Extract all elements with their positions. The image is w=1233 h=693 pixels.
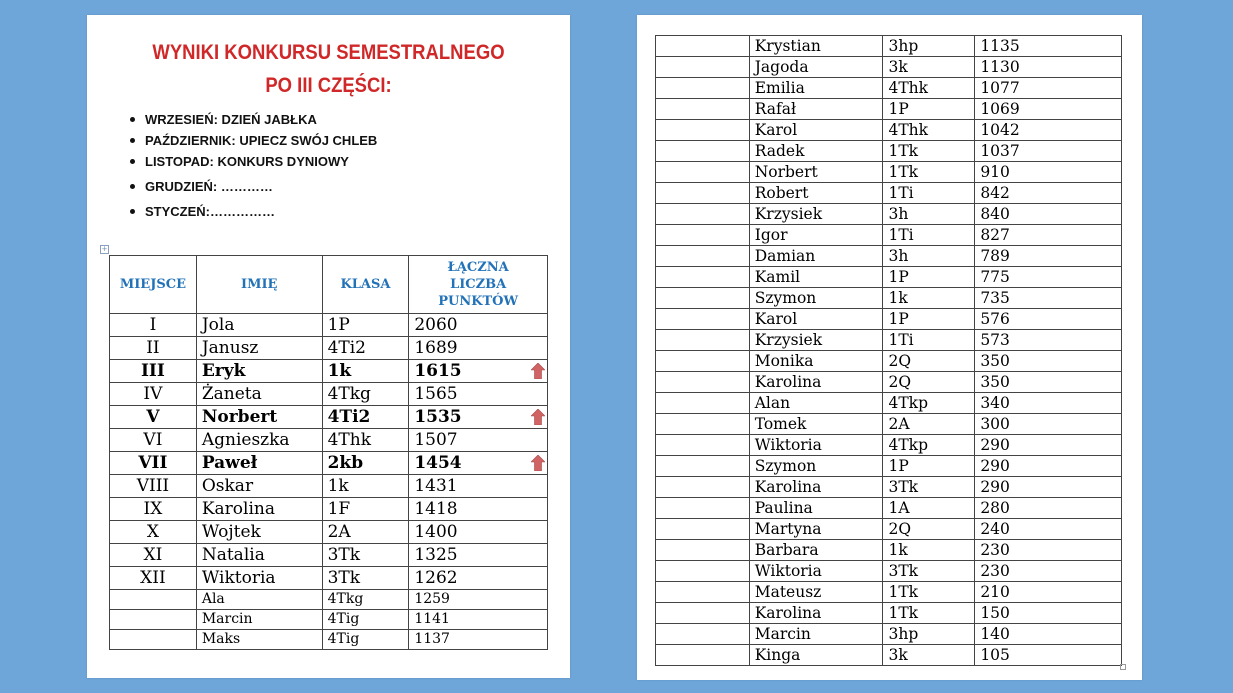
cell-points <box>409 314 548 337</box>
cell-points <box>975 120 1122 141</box>
cell-points <box>409 544 548 567</box>
cell-place <box>656 372 750 393</box>
table-row <box>656 456 1122 477</box>
cell-place: VII <box>110 452 197 475</box>
cell-name: Krystian <box>749 36 883 57</box>
cell-class: 1P <box>883 456 975 477</box>
cell-points <box>409 406 548 429</box>
table-row <box>110 590 548 610</box>
cell-place <box>656 477 750 498</box>
cell-points-value: 1418 <box>414 499 458 519</box>
document-page-left <box>87 15 570 678</box>
cell-class: 1Tk <box>883 141 975 162</box>
cell-place <box>110 630 197 650</box>
cell-points-value: 1400 <box>414 522 458 542</box>
table-row <box>656 246 1122 267</box>
table-row <box>110 383 548 406</box>
cell-class: 1P <box>883 99 975 120</box>
cell-place <box>656 393 750 414</box>
cell-class: 1A <box>883 498 975 519</box>
cell-points <box>975 477 1122 498</box>
contest-item-november: LISTOPAD: KONKURS DYNIOWY <box>127 151 377 172</box>
cell-name: Wiktoria <box>749 561 883 582</box>
cell-name: Igor <box>749 225 883 246</box>
cell-points <box>975 582 1122 603</box>
table-row <box>110 406 548 429</box>
cell-points <box>975 645 1122 666</box>
table-row <box>656 435 1122 456</box>
cell-place <box>656 561 750 582</box>
cell-name: Monika <box>749 351 883 372</box>
cell-place <box>656 309 750 330</box>
table-row <box>656 519 1122 540</box>
cell-name: Alan <box>749 393 883 414</box>
cell-class: 3k <box>883 645 975 666</box>
cell-name: Barbara <box>749 540 883 561</box>
cell-class: 1F <box>322 498 409 521</box>
results-table-right-body <box>656 36 1122 666</box>
table-row <box>656 78 1122 99</box>
table-row <box>656 561 1122 582</box>
table-row <box>656 393 1122 414</box>
cell-points-value: 140 <box>980 625 1010 643</box>
cell-points <box>975 183 1122 204</box>
cell-place: VI <box>110 429 197 452</box>
cell-points <box>975 519 1122 540</box>
table-row <box>656 57 1122 78</box>
cell-points <box>975 78 1122 99</box>
table-row <box>110 521 548 544</box>
table-row <box>656 267 1122 288</box>
cell-name: Damian <box>749 246 883 267</box>
cell-points-value: 1431 <box>414 476 458 496</box>
cell-name: Janusz <box>196 337 322 360</box>
cell-name: Karolina <box>749 603 883 624</box>
cell-points-value: 573 <box>980 331 1010 349</box>
cell-class: 3Tk <box>322 544 409 567</box>
cell-place <box>656 57 750 78</box>
cell-points-value: 1130 <box>980 58 1020 76</box>
cell-points-value: 350 <box>980 373 1010 391</box>
cell-points-value: 290 <box>980 436 1010 454</box>
cell-points <box>409 498 548 521</box>
table-row <box>656 309 1122 330</box>
cell-class: 4Tkg <box>322 383 409 406</box>
cell-name: Szymon <box>749 288 883 309</box>
cell-points-value: 105 <box>980 646 1010 664</box>
cell-points-value: 1262 <box>414 568 458 588</box>
cell-place: IX <box>110 498 197 521</box>
cell-class: 1Tk <box>883 162 975 183</box>
cell-points <box>975 288 1122 309</box>
cell-points-value: 789 <box>980 247 1010 265</box>
cell-points-value: 1689 <box>414 338 458 358</box>
table-row <box>110 429 548 452</box>
table-header-row <box>110 256 548 314</box>
cell-place <box>656 288 750 309</box>
cell-name: Wojtek <box>196 521 322 544</box>
table-row <box>656 351 1122 372</box>
cell-class: 4Thk <box>322 429 409 452</box>
table-row <box>110 610 548 630</box>
table-row <box>656 645 1122 666</box>
cell-place <box>656 582 750 603</box>
cell-class: 4Tig <box>322 610 409 630</box>
contest-item-december: GRUDZIEŃ: ………… <box>127 176 377 197</box>
contest-item-january: STYCZEŃ:…………… <box>127 201 377 222</box>
cell-class: 2A <box>322 521 409 544</box>
up-arrow-icon <box>531 409 545 425</box>
cell-class: 1P <box>883 309 975 330</box>
cell-name: Norbert <box>196 406 322 429</box>
contest-item-september: WRZESIEŃ: DZIEŃ JABŁKA <box>127 109 377 130</box>
cell-points <box>409 337 548 360</box>
results-table-left-body <box>110 314 548 650</box>
cell-points-value: 1141 <box>414 611 450 627</box>
cell-class: 4Tig <box>322 630 409 650</box>
table-row <box>656 225 1122 246</box>
cell-points <box>975 603 1122 624</box>
cell-name: Natalia <box>196 544 322 567</box>
cell-name: Maks <box>196 630 322 650</box>
cell-name: Żaneta <box>196 383 322 406</box>
cell-points <box>409 475 548 498</box>
table-row <box>656 603 1122 624</box>
cell-name: Krzysiek <box>749 330 883 351</box>
cell-points-value: 210 <box>980 583 1010 601</box>
cell-name: Kamil <box>749 267 883 288</box>
cell-points-value: 576 <box>980 310 1010 328</box>
cell-name: Robert <box>749 183 883 204</box>
cell-points-value: 1565 <box>414 384 458 404</box>
cell-class: 1k <box>322 475 409 498</box>
cell-points-value: 910 <box>980 163 1010 181</box>
up-arrow-icon <box>531 363 545 379</box>
cell-class: 2Q <box>883 372 975 393</box>
cell-points <box>975 393 1122 414</box>
cell-place <box>656 183 750 204</box>
cell-name: Mateusz <box>749 582 883 603</box>
cell-name: Emilia <box>749 78 883 99</box>
cell-class: 1P <box>322 314 409 337</box>
cell-points <box>409 360 548 383</box>
cell-name: Karol <box>749 120 883 141</box>
cell-points-value: 842 <box>980 184 1010 202</box>
contest-list <box>127 109 377 222</box>
cell-place <box>656 540 750 561</box>
cell-points <box>975 204 1122 225</box>
cell-points <box>409 567 548 590</box>
cell-place: XI <box>110 544 197 567</box>
cell-name: Marcin <box>749 624 883 645</box>
cell-name: Oskar <box>196 475 322 498</box>
table-row <box>110 452 548 475</box>
cell-points-value: 290 <box>980 457 1010 475</box>
cell-points-value: 340 <box>980 394 1010 412</box>
cell-name: Martyna <box>749 519 883 540</box>
cell-points-value: 280 <box>980 499 1010 517</box>
cell-class: 1k <box>883 540 975 561</box>
cell-name: Radek <box>749 141 883 162</box>
cell-name: Tomek <box>749 414 883 435</box>
cell-points <box>975 36 1122 57</box>
header-name: IMIĘ <box>196 256 322 314</box>
cell-place: VIII <box>110 475 197 498</box>
document-page-right <box>637 15 1142 680</box>
header-points-label: ŁĄCZNA LICZBA PUNKTÓW <box>438 260 519 309</box>
table-row <box>110 567 548 590</box>
cell-class: 1k <box>883 288 975 309</box>
cell-place <box>656 162 750 183</box>
cell-class: 1Tk <box>883 603 975 624</box>
cell-points-value: 1259 <box>414 591 450 607</box>
cell-name: Jola <box>196 314 322 337</box>
cell-place: IV <box>110 383 197 406</box>
cell-class: 3Tk <box>883 561 975 582</box>
cell-points-value: 1037 <box>980 142 1020 160</box>
contest-item-october: PAŹDZIERNIK: UPIECZ SWÓJ CHLEB <box>127 130 377 151</box>
cell-points-value: 290 <box>980 478 1010 496</box>
cell-class: 3h <box>883 204 975 225</box>
table-row <box>110 475 548 498</box>
cell-name: Jagoda <box>749 57 883 78</box>
cell-name: Ala <box>196 590 322 610</box>
cell-class: 1k <box>322 360 409 383</box>
cell-points-value: 827 <box>980 226 1010 244</box>
cell-place <box>656 120 750 141</box>
cell-name: Karolina <box>749 477 883 498</box>
cell-points <box>975 57 1122 78</box>
table-row <box>110 630 548 650</box>
cell-place <box>656 519 750 540</box>
cell-place <box>656 603 750 624</box>
results-table-left <box>109 255 548 650</box>
cell-place <box>656 624 750 645</box>
cell-points-value: 735 <box>980 289 1010 307</box>
cell-points-value: 300 <box>980 415 1010 433</box>
table-row <box>656 288 1122 309</box>
cell-place <box>656 36 750 57</box>
cell-place <box>656 225 750 246</box>
table-resize-handle-icon[interactable] <box>1120 664 1126 670</box>
cell-place: I <box>110 314 197 337</box>
table-row <box>656 183 1122 204</box>
cell-class: 1Ti <box>883 330 975 351</box>
table-row <box>110 498 548 521</box>
page-title-line-1: WYNIKI KONKURSU SEMESTRALNEGO <box>152 41 505 64</box>
up-arrow-icon <box>531 455 545 471</box>
cell-place: II <box>110 337 197 360</box>
cell-points <box>975 162 1122 183</box>
cell-place <box>110 610 197 630</box>
table-row <box>656 624 1122 645</box>
header-points <box>409 256 548 314</box>
cell-points <box>975 561 1122 582</box>
cell-points-value: 350 <box>980 352 1010 370</box>
cell-name: Szymon <box>749 456 883 477</box>
cell-place <box>656 330 750 351</box>
cell-name: Karolina <box>196 498 322 521</box>
cell-points <box>975 414 1122 435</box>
header-class: KLASA <box>322 256 409 314</box>
cell-place <box>656 99 750 120</box>
cell-name: Paweł <box>196 452 322 475</box>
cell-points-value: 1535 <box>414 407 462 427</box>
cell-points <box>975 309 1122 330</box>
cell-points <box>409 590 548 610</box>
cell-place <box>656 141 750 162</box>
cell-class: 3Tk <box>322 567 409 590</box>
cell-class: 4Thk <box>883 120 975 141</box>
cell-class: 2Q <box>883 519 975 540</box>
cell-points <box>409 383 548 406</box>
cell-class: 4Ti2 <box>322 406 409 429</box>
cell-name: Marcin <box>196 610 322 630</box>
cell-points-value: 1137 <box>414 631 450 647</box>
cell-class: 2kb <box>322 452 409 475</box>
table-row <box>656 141 1122 162</box>
cell-points <box>975 456 1122 477</box>
cell-points <box>975 246 1122 267</box>
table-move-handle-icon[interactable]: + <box>101 245 108 253</box>
table-row <box>110 314 548 337</box>
cell-points-value: 840 <box>980 205 1010 223</box>
cell-name: Norbert <box>749 162 883 183</box>
cell-points-value: 1454 <box>414 453 462 473</box>
cell-name: Eryk <box>196 360 322 383</box>
cell-place <box>656 645 750 666</box>
cell-name: Agnieszka <box>196 429 322 452</box>
table-row <box>656 162 1122 183</box>
cell-points-value: 775 <box>980 268 1010 286</box>
table-row <box>656 498 1122 519</box>
table-row <box>110 360 548 383</box>
cell-class: 1Ti <box>883 225 975 246</box>
table-row <box>656 36 1122 57</box>
table-row <box>656 582 1122 603</box>
cell-points <box>409 521 548 544</box>
cell-class: 3k <box>883 57 975 78</box>
cell-points-value: 1135 <box>980 37 1020 55</box>
cell-place <box>656 456 750 477</box>
cell-points <box>975 498 1122 519</box>
table-row <box>656 99 1122 120</box>
page-title-line-2: PO III CZĘŚCI: <box>265 74 392 97</box>
cell-points-value: 240 <box>980 520 1010 538</box>
cell-place: III <box>110 360 197 383</box>
cell-points <box>975 624 1122 645</box>
cell-place <box>656 267 750 288</box>
cell-points-value: 1615 <box>414 361 462 381</box>
cell-name: Karolina <box>749 372 883 393</box>
cell-points <box>409 452 548 475</box>
cell-points-value: 1042 <box>980 121 1020 139</box>
cell-class: 4Thk <box>883 78 975 99</box>
cell-points <box>409 610 548 630</box>
cell-name: Paulina <box>749 498 883 519</box>
table-row <box>656 414 1122 435</box>
cell-points <box>409 630 548 650</box>
cell-points <box>975 267 1122 288</box>
cell-class: 1Ti <box>883 183 975 204</box>
cell-place <box>110 590 197 610</box>
cell-points <box>409 429 548 452</box>
cell-points <box>975 351 1122 372</box>
cell-place: XII <box>110 567 197 590</box>
cell-points <box>975 435 1122 456</box>
cell-points <box>975 372 1122 393</box>
cell-points-value: 1325 <box>414 545 458 565</box>
cell-points-value: 1069 <box>980 100 1020 118</box>
cell-points <box>975 225 1122 246</box>
cell-points-value: 230 <box>980 562 1010 580</box>
table-row <box>656 330 1122 351</box>
header-place: MIEJSCE <box>110 256 197 314</box>
cell-class: 3Tk <box>883 477 975 498</box>
cell-class: 3hp <box>883 624 975 645</box>
cell-name: Wiktoria <box>749 435 883 456</box>
cell-place: X <box>110 521 197 544</box>
results-table-right <box>655 35 1122 666</box>
cell-class: 4Tkp <box>883 435 975 456</box>
cell-place <box>656 414 750 435</box>
cell-points <box>975 330 1122 351</box>
cell-name: Karol <box>749 309 883 330</box>
cell-points <box>975 540 1122 561</box>
cell-points-value: 2060 <box>414 315 458 335</box>
cell-name: Krzysiek <box>749 204 883 225</box>
cell-place <box>656 435 750 456</box>
cell-points <box>975 141 1122 162</box>
cell-class: 2A <box>883 414 975 435</box>
cell-class: 3h <box>883 246 975 267</box>
cell-class: 2Q <box>883 351 975 372</box>
table-row <box>656 477 1122 498</box>
table-row <box>656 120 1122 141</box>
cell-class: 3hp <box>883 36 975 57</box>
cell-place <box>656 78 750 99</box>
cell-name: Kinga <box>749 645 883 666</box>
table-row <box>656 540 1122 561</box>
cell-points-value: 230 <box>980 541 1010 559</box>
cell-class: 1Tk <box>883 582 975 603</box>
cell-place <box>656 498 750 519</box>
cell-place <box>656 351 750 372</box>
cell-place <box>656 246 750 267</box>
cell-place <box>656 204 750 225</box>
cell-class: 4Tkg <box>322 590 409 610</box>
table-row <box>656 204 1122 225</box>
cell-points-value: 150 <box>980 604 1010 622</box>
cell-points-value: 1077 <box>980 79 1020 97</box>
cell-place: V <box>110 406 197 429</box>
cell-name: Rafał <box>749 99 883 120</box>
table-row <box>110 544 548 567</box>
table-row <box>656 372 1122 393</box>
cell-class: 4Tkp <box>883 393 975 414</box>
table-row <box>110 337 548 360</box>
cell-class: 4Ti2 <box>322 337 409 360</box>
cell-class: 1P <box>883 267 975 288</box>
cell-name: Wiktoria <box>196 567 322 590</box>
cell-points-value: 1507 <box>414 430 458 450</box>
cell-points <box>975 99 1122 120</box>
